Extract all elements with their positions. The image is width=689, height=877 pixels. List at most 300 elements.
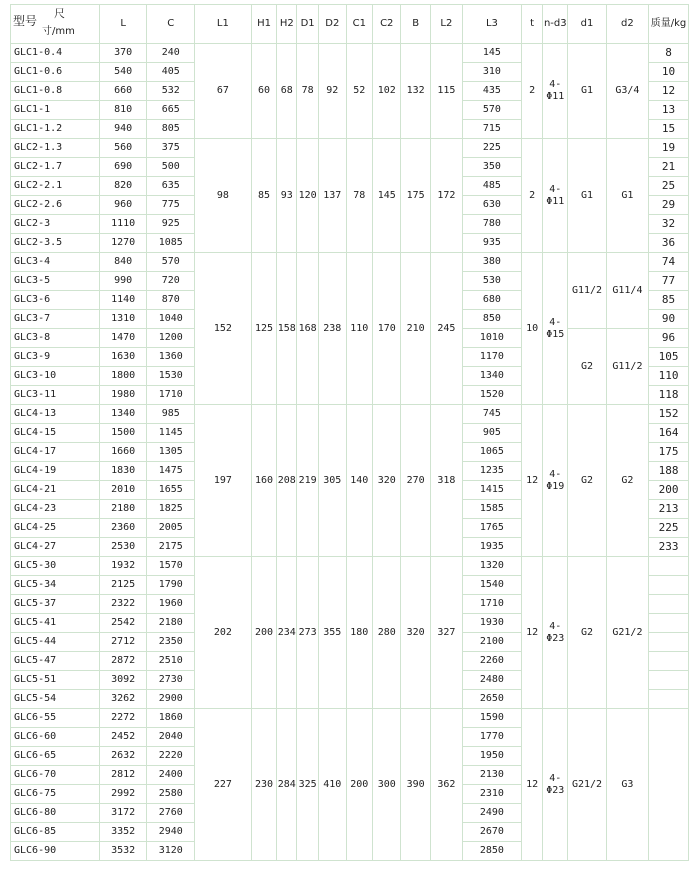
l3-cell: 1930	[462, 614, 521, 633]
l-cell: 820	[99, 177, 147, 196]
d1-group-cell: G21/2	[568, 709, 607, 861]
h1-group-cell: 230	[251, 709, 277, 861]
d2-group-cell: G3	[606, 709, 648, 861]
l3-cell: 310	[462, 63, 521, 82]
nd3-group-cell	[543, 557, 568, 709]
c-cell: 1570	[147, 557, 195, 576]
nd3-group-cell	[543, 139, 568, 253]
model-cell: GLC5-41	[11, 614, 100, 633]
c-cell: 2350	[147, 633, 195, 652]
weight-cell: 29	[649, 196, 689, 215]
l-cell: 1660	[99, 443, 147, 462]
c1-group-cell: 140	[346, 405, 373, 557]
c-cell: 2730	[147, 671, 195, 690]
weight-cell: 25	[649, 177, 689, 196]
model-cell: GLC4-17	[11, 443, 100, 462]
l3-cell: 2650	[462, 690, 521, 709]
model-cell: GLC1-0.8	[11, 82, 100, 101]
weight-cell	[649, 690, 689, 709]
c-cell: 925	[147, 215, 195, 234]
c-cell: 805	[147, 120, 195, 139]
weight-cell: 36	[649, 234, 689, 253]
c-cell: 532	[147, 82, 195, 101]
l3-cell: 2850	[462, 842, 521, 861]
l-cell: 3532	[99, 842, 147, 861]
l1-group-cell: 152	[195, 253, 252, 405]
nd3-count: 4-	[549, 772, 562, 784]
model-cell: GLC3-9	[11, 348, 100, 367]
c2-group-cell: 280	[373, 557, 401, 709]
c-cell: 500	[147, 158, 195, 177]
l3-cell: 2310	[462, 785, 521, 804]
h1-group-cell: 200	[251, 557, 277, 709]
model-cell: GLC3-4	[11, 253, 100, 272]
l3-cell: 780	[462, 215, 521, 234]
column-header: L	[99, 5, 147, 44]
d1-group-cell: 325	[297, 709, 319, 861]
h2-group-cell: 158	[277, 253, 297, 405]
l3-cell: 570	[462, 101, 521, 120]
column-header: C2	[373, 5, 401, 44]
nd3-group-cell	[543, 253, 568, 405]
weight-cell: 77	[649, 272, 689, 291]
c-cell: 2040	[147, 728, 195, 747]
l-cell: 2712	[99, 633, 147, 652]
column-header: n-d3	[543, 5, 568, 44]
c-cell: 2900	[147, 690, 195, 709]
weight-cell-empty	[649, 709, 689, 861]
l-cell: 1830	[99, 462, 147, 481]
l3-cell: 2490	[462, 804, 521, 823]
d2-group-cell: G1	[606, 139, 648, 253]
weight-cell: 90	[649, 310, 689, 329]
model-cell: GLC1-0.4	[11, 44, 100, 63]
model-cell: GLC6-80	[11, 804, 100, 823]
weight-cell: 152	[649, 405, 689, 424]
c1-group-cell: 180	[346, 557, 373, 709]
model-cell: GLC5-47	[11, 652, 100, 671]
c-cell: 2180	[147, 614, 195, 633]
l-cell: 2992	[99, 785, 147, 804]
l3-cell: 1950	[462, 747, 521, 766]
c-cell: 775	[147, 196, 195, 215]
d2-group-cell: G21/2	[606, 557, 648, 709]
spec-table-container	[10, 4, 689, 861]
nd3-count: 4-	[549, 468, 562, 480]
weight-cell: 12	[649, 82, 689, 101]
h1-group-cell: 85	[251, 139, 277, 253]
header-model-label: 型号	[13, 14, 38, 28]
c1-group-cell: 200	[346, 709, 373, 861]
header-size-label-top: 尺	[54, 7, 65, 20]
d2-group-cell: 92	[319, 44, 346, 139]
c-cell: 635	[147, 177, 195, 196]
nd3-diameter: Φ19	[546, 480, 565, 492]
l3-cell: 2130	[462, 766, 521, 785]
header-corner	[11, 5, 97, 43]
l-cell: 2360	[99, 519, 147, 538]
d2-group-cell: G11/4	[606, 253, 648, 329]
column-header: L3	[462, 5, 521, 44]
table-row	[11, 557, 689, 576]
header-size-label-bottom: 寸/mm	[42, 26, 75, 37]
model-cell: GLC4-19	[11, 462, 100, 481]
weight-cell: 200	[649, 481, 689, 500]
l2-group-cell: 245	[430, 253, 462, 405]
nd3-diameter: Φ11	[546, 195, 565, 207]
l1-group-cell: 98	[195, 139, 252, 253]
l3-cell: 2260	[462, 652, 521, 671]
c-cell: 1710	[147, 386, 195, 405]
column-header: d1	[568, 5, 607, 44]
c2-group-cell: 320	[373, 405, 401, 557]
weight-cell: 96	[649, 329, 689, 348]
l-cell: 1110	[99, 215, 147, 234]
d1-group-cell: G11/2	[568, 253, 607, 329]
c-cell: 1790	[147, 576, 195, 595]
l-cell: 1500	[99, 424, 147, 443]
model-cell: GLC5-37	[11, 595, 100, 614]
d2-group-cell: G11/2	[606, 329, 648, 405]
l-cell: 990	[99, 272, 147, 291]
weight-cell: 74	[649, 253, 689, 272]
d2-group-cell: 305	[319, 405, 346, 557]
model-cell: GLC6-55	[11, 709, 100, 728]
column-header: D1	[297, 5, 319, 44]
weight-cell: 105	[649, 348, 689, 367]
model-cell: GLC5-54	[11, 690, 100, 709]
model-cell: GLC1-1.2	[11, 120, 100, 139]
table-row	[11, 139, 689, 158]
l-cell: 1980	[99, 386, 147, 405]
c-cell: 1360	[147, 348, 195, 367]
weight-cell	[649, 595, 689, 614]
b-group-cell: 320	[401, 557, 430, 709]
nd3-count: 4-	[549, 316, 562, 328]
l-cell: 1270	[99, 234, 147, 253]
d1-group-cell: 120	[297, 139, 319, 253]
model-cell: GLC6-85	[11, 823, 100, 842]
l3-cell: 1520	[462, 386, 521, 405]
l3-cell: 530	[462, 272, 521, 291]
c-cell: 2220	[147, 747, 195, 766]
weight-cell	[649, 576, 689, 595]
header-corner-cell	[11, 5, 100, 44]
c-cell: 2175	[147, 538, 195, 557]
l3-cell: 1770	[462, 728, 521, 747]
l3-cell: 850	[462, 310, 521, 329]
nd3-diameter: Φ23	[546, 784, 565, 796]
c-cell: 2940	[147, 823, 195, 842]
l-cell: 840	[99, 253, 147, 272]
l3-cell: 1340	[462, 367, 521, 386]
l1-group-cell: 227	[195, 709, 252, 861]
column-header: d2	[606, 5, 648, 44]
weight-cell: 225	[649, 519, 689, 538]
model-cell: GLC1-0.6	[11, 63, 100, 82]
l3-cell: 935	[462, 234, 521, 253]
l3-cell: 1065	[462, 443, 521, 462]
c-cell: 1200	[147, 329, 195, 348]
l-cell: 1340	[99, 405, 147, 424]
l3-cell: 145	[462, 44, 521, 63]
l3-cell: 1585	[462, 500, 521, 519]
column-header: 质量/kg	[649, 5, 689, 44]
weight-cell: 118	[649, 386, 689, 405]
model-cell: GLC4-25	[11, 519, 100, 538]
weight-cell: 85	[649, 291, 689, 310]
c-cell: 570	[147, 253, 195, 272]
l3-cell: 1415	[462, 481, 521, 500]
nd3-diameter: Φ23	[546, 632, 565, 644]
h2-group-cell: 93	[277, 139, 297, 253]
l-cell: 2010	[99, 481, 147, 500]
weight-cell: 233	[649, 538, 689, 557]
model-cell: GLC6-70	[11, 766, 100, 785]
weight-cell	[649, 633, 689, 652]
l-cell: 1800	[99, 367, 147, 386]
l-cell: 2322	[99, 595, 147, 614]
l-cell: 2180	[99, 500, 147, 519]
c-cell: 1860	[147, 709, 195, 728]
b-group-cell: 210	[401, 253, 430, 405]
model-cell: GLC5-30	[11, 557, 100, 576]
column-header: H1	[251, 5, 277, 44]
t-group-cell: 12	[521, 405, 542, 557]
l-cell: 1470	[99, 329, 147, 348]
l-cell: 3092	[99, 671, 147, 690]
model-cell: GLC3-8	[11, 329, 100, 348]
l-cell: 540	[99, 63, 147, 82]
l3-cell: 225	[462, 139, 521, 158]
l-cell: 960	[99, 196, 147, 215]
c-cell: 405	[147, 63, 195, 82]
c-cell: 870	[147, 291, 195, 310]
model-cell: GLC2-3.5	[11, 234, 100, 253]
l-cell: 2542	[99, 614, 147, 633]
column-header: L2	[430, 5, 462, 44]
l3-cell: 2480	[462, 671, 521, 690]
weight-cell: 32	[649, 215, 689, 234]
l2-group-cell: 362	[430, 709, 462, 861]
c2-group-cell: 170	[373, 253, 401, 405]
model-cell: GLC6-90	[11, 842, 100, 861]
l2-group-cell: 115	[430, 44, 462, 139]
l3-cell: 380	[462, 253, 521, 272]
nd3-group-cell	[543, 405, 568, 557]
l-cell: 3262	[99, 690, 147, 709]
l3-cell: 1235	[462, 462, 521, 481]
l3-cell: 745	[462, 405, 521, 424]
l-cell: 2812	[99, 766, 147, 785]
l3-cell: 715	[462, 120, 521, 139]
d2-group-cell: 238	[319, 253, 346, 405]
model-cell: GLC3-5	[11, 272, 100, 291]
c-cell: 1960	[147, 595, 195, 614]
l3-cell: 350	[462, 158, 521, 177]
weight-cell: 19	[649, 139, 689, 158]
d1-group-cell: G2	[568, 329, 607, 405]
t-group-cell: 12	[521, 557, 542, 709]
h2-group-cell: 68	[277, 44, 297, 139]
model-cell: GLC2-3	[11, 215, 100, 234]
l2-group-cell: 172	[430, 139, 462, 253]
t-group-cell: 2	[521, 139, 542, 253]
d1-group-cell: 78	[297, 44, 319, 139]
h2-group-cell: 234	[277, 557, 297, 709]
l1-group-cell: 197	[195, 405, 252, 557]
t-group-cell: 12	[521, 709, 542, 861]
l3-cell: 1590	[462, 709, 521, 728]
nd3-group-cell	[543, 44, 568, 139]
model-cell: GLC5-51	[11, 671, 100, 690]
model-cell: GLC4-15	[11, 424, 100, 443]
d2-group-cell: G3/4	[606, 44, 648, 139]
c-cell: 985	[147, 405, 195, 424]
weight-cell: 10	[649, 63, 689, 82]
c2-group-cell: 145	[373, 139, 401, 253]
weight-cell: 13	[649, 101, 689, 120]
model-cell: GLC3-6	[11, 291, 100, 310]
model-cell: GLC2-2.6	[11, 196, 100, 215]
weight-cell: 164	[649, 424, 689, 443]
c-cell: 2580	[147, 785, 195, 804]
model-cell: GLC2-2.1	[11, 177, 100, 196]
c2-group-cell: 102	[373, 44, 401, 139]
d2-group-cell: 137	[319, 139, 346, 253]
weight-cell: 15	[649, 120, 689, 139]
weight-cell: 175	[649, 443, 689, 462]
l2-group-cell: 318	[430, 405, 462, 557]
l3-cell: 1710	[462, 595, 521, 614]
spec-table	[10, 4, 689, 861]
model-cell: GLC6-75	[11, 785, 100, 804]
t-group-cell: 2	[521, 44, 542, 139]
l3-cell: 630	[462, 196, 521, 215]
c-cell: 375	[147, 139, 195, 158]
model-cell: GLC6-65	[11, 747, 100, 766]
h1-group-cell: 125	[251, 253, 277, 405]
l-cell: 1630	[99, 348, 147, 367]
b-group-cell: 270	[401, 405, 430, 557]
nd3-count: 4-	[549, 183, 562, 195]
column-header: t	[521, 5, 542, 44]
h1-group-cell: 160	[251, 405, 277, 557]
model-cell: GLC3-10	[11, 367, 100, 386]
weight-cell: 8	[649, 44, 689, 63]
nd3-count: 4-	[549, 620, 562, 632]
column-header: C	[147, 5, 195, 44]
d2-group-cell: 410	[319, 709, 346, 861]
model-cell: GLC4-13	[11, 405, 100, 424]
nd3-diameter: Φ15	[546, 328, 565, 340]
d1-group-cell: 219	[297, 405, 319, 557]
d2-group-cell: 355	[319, 557, 346, 709]
c-cell: 1145	[147, 424, 195, 443]
model-cell: GLC3-7	[11, 310, 100, 329]
table-row	[11, 253, 689, 272]
column-header: H2	[277, 5, 297, 44]
weight-cell	[649, 614, 689, 633]
l-cell: 2272	[99, 709, 147, 728]
c-cell: 1040	[147, 310, 195, 329]
weight-cell	[649, 652, 689, 671]
weight-cell: 110	[649, 367, 689, 386]
l3-cell: 680	[462, 291, 521, 310]
model-cell: GLC2-1.7	[11, 158, 100, 177]
model-cell: GLC5-44	[11, 633, 100, 652]
column-header: B	[401, 5, 430, 44]
model-cell: GLC4-23	[11, 500, 100, 519]
c-cell: 1085	[147, 234, 195, 253]
h2-group-cell: 208	[277, 405, 297, 557]
h2-group-cell: 284	[277, 709, 297, 861]
nd3-count: 4-	[549, 79, 562, 90]
nd3-group-cell	[543, 709, 568, 861]
c-cell: 1475	[147, 462, 195, 481]
c-cell: 2760	[147, 804, 195, 823]
c-cell: 665	[147, 101, 195, 120]
d1-group-cell: 168	[297, 253, 319, 405]
d1-group-cell: 273	[297, 557, 319, 709]
d1-group-cell: G1	[568, 139, 607, 253]
model-cell: GLC1-1	[11, 101, 100, 120]
c2-group-cell: 300	[373, 709, 401, 861]
c1-group-cell: 78	[346, 139, 373, 253]
l-cell: 1932	[99, 557, 147, 576]
l2-group-cell: 327	[430, 557, 462, 709]
l-cell: 370	[99, 44, 147, 63]
table-row	[11, 44, 689, 63]
b-group-cell: 390	[401, 709, 430, 861]
c-cell: 2510	[147, 652, 195, 671]
l-cell: 2632	[99, 747, 147, 766]
c-cell: 2400	[147, 766, 195, 785]
l-cell: 1140	[99, 291, 147, 310]
l-cell: 3352	[99, 823, 147, 842]
c-cell: 720	[147, 272, 195, 291]
l3-cell: 1170	[462, 348, 521, 367]
l3-cell: 1935	[462, 538, 521, 557]
l3-cell: 1320	[462, 557, 521, 576]
header-row	[11, 5, 689, 44]
d1-group-cell: G1	[568, 44, 607, 139]
h1-group-cell: 60	[251, 44, 277, 139]
model-cell: GLC5-34	[11, 576, 100, 595]
d1-group-cell: G2	[568, 557, 607, 709]
l-cell: 2530	[99, 538, 147, 557]
l3-cell: 1765	[462, 519, 521, 538]
l-cell: 560	[99, 139, 147, 158]
l-cell: 1310	[99, 310, 147, 329]
l3-cell: 485	[462, 177, 521, 196]
c-cell: 1655	[147, 481, 195, 500]
c-cell: 1530	[147, 367, 195, 386]
weight-cell: 21	[649, 158, 689, 177]
l3-cell: 435	[462, 82, 521, 101]
c-cell: 1825	[147, 500, 195, 519]
weight-cell	[649, 671, 689, 690]
c-cell: 3120	[147, 842, 195, 861]
weight-cell: 213	[649, 500, 689, 519]
l-cell: 2452	[99, 728, 147, 747]
l3-cell: 1540	[462, 576, 521, 595]
c1-group-cell: 110	[346, 253, 373, 405]
l3-cell: 2670	[462, 823, 521, 842]
column-header: L1	[195, 5, 252, 44]
weight-cell	[649, 557, 689, 576]
model-cell: GLC3-11	[11, 386, 100, 405]
